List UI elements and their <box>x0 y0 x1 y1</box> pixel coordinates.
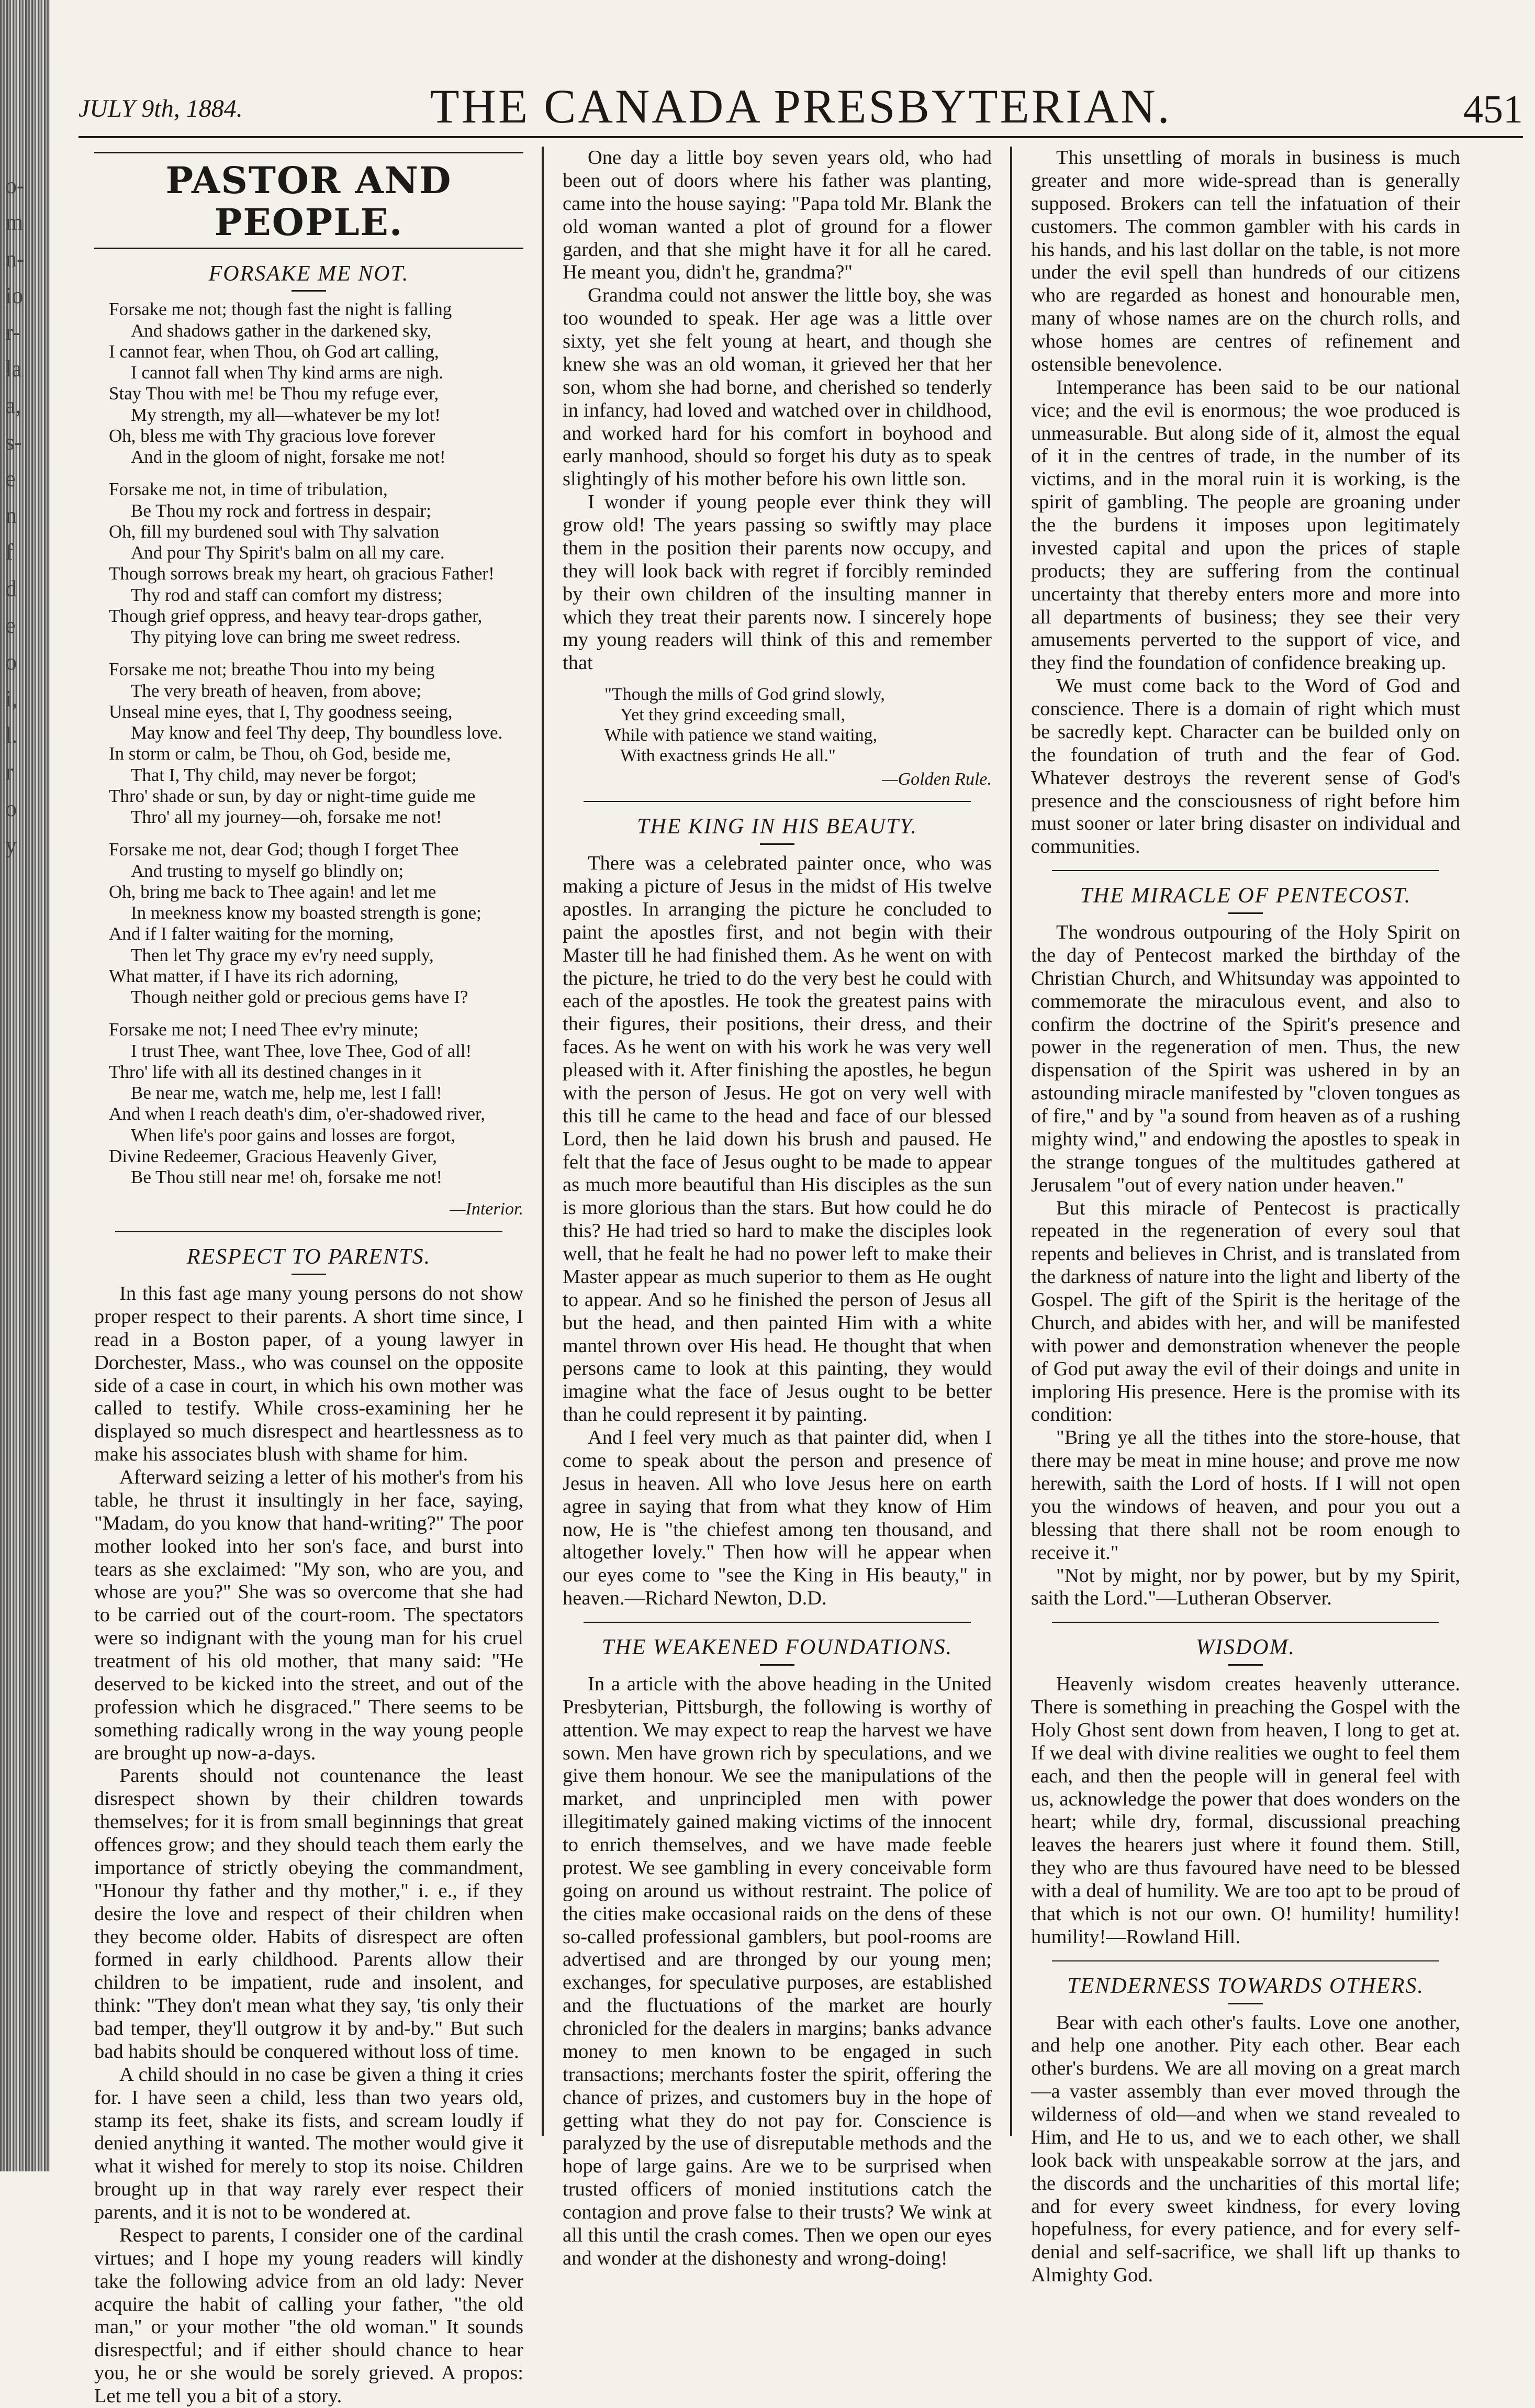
poem-line: May know and feel Thy deep, Thy boundless love. <box>131 722 503 743</box>
poem-line: Forsake me not, dear God; though I forget Thee <box>109 839 459 860</box>
margin-fragment: r <box>5 759 13 785</box>
poem-line: Then let Thy grace my ev'ry need supply, <box>131 944 434 965</box>
header-title: THE CANADA PRESBYTERIAN. <box>430 80 1172 133</box>
poem-line: And shadows gather in the darkened sky, <box>131 320 432 341</box>
poem-line: Thro' life with all its destined changes in it <box>109 1061 422 1082</box>
poem-line: In meekness know my boasted strength is gone; <box>131 902 481 923</box>
king-body <box>563 852 992 1610</box>
paragraph: There was a celebrated painter once, who was making a picture of Jesus in the midst of His twelve apostles. In arranging the picture he concluded to paint the apostles first, and not begin with their Master till he had finished them. As he went on with the picture, he tried to do the very best he could with each of the apostles. He took the greatest pains with their figures, their positions, their dress, and their faces. As he went on with his work he was very well pleased with it. After finishing the apostles, he begun with the person of Jesus. He got on very well with this till he came to the head and face of our blessed Lord, then he laid down his brush and paused. He felt that the face of Jesus ought to be made to appear as much more beautiful than His disciples as the sun is more glorious than the stars. But how could he do this? He had tried so hard to make the disciples look well, that he fealt he had no power left to make their Master appear as much superior to them as He ought to appear. And so he finished the person of Jesus all but the head, and then painted Him with a white mantel thrown over His head. He thought that when persons came to look at this painting, they would imagine what the face of Jesus ought to be better than he could represent it by painting. <box>563 852 992 1426</box>
poem-line: What matter, if I have its rich adorning, <box>109 965 399 986</box>
margin-fragment: n- <box>5 246 25 272</box>
poem-line: When life's poor gains and losses are forgot, <box>131 1124 455 1145</box>
margin-fragment: f <box>5 539 13 565</box>
paragraph: A child should in no case be given a thing it cries for. I have seen a child, less than two years old, stamp its feet, shake its fists, and scream loudly if denied anything it wanted. The mother would give it what it wished for merely to stop its noise. Children brought up in that way rarely ever respect their parents, and it is not to be wondered at. <box>94 2063 523 2224</box>
poem-line: Oh, fill my burdened soul with Thy salvation <box>109 521 440 542</box>
column-2 <box>563 147 992 2269</box>
poem-line: I cannot fear, when Thou, oh God art calling, <box>109 341 439 362</box>
paragraph: Heavenly wisdom creates heavenly utterance. There is something in preaching the Gospel with the Holy Ghost sent down from heaven, I long to get at. If we deal with divine realities we ought to feel them each, and then the people will in general feel with us, acknowledge the power that does wonders on the heart; while dry, formal, discussional preaching leaves the hearers just where it found them. Still, they who are thus favoured have need to be blessed with a deal of humility. We are too apt to be proud of that which is not our own. O! humility! humility! humility!—Rowland Hill. <box>1031 1673 1460 1948</box>
poem-stanza <box>94 299 523 467</box>
paragraph: The wondrous outpouring of the Holy Spirit on the day of Pentecost marked the birthday of the Christian Church, and Whitsunday was appointed to commemorate the miraculous event, and also to confirm the doctrine of the Spirit's presence and power in the regeneration of men. Thus, the new dispensation of the Spirit was ushered in by an astounding miracle manifested by "cloven tongues as of fire," and by "a sound from heaven as of a rushing mighty wind," and endowing the apostles to speak in the strange tongues of the multitudes gathered at Jerusalem "out of every nation under heaven." <box>1031 921 1460 1196</box>
margin-fragment: s- <box>5 429 22 455</box>
poem-line: Stay Thou with me! be Thou my refuge ever, <box>109 383 439 404</box>
poem-line: Unseal mine eyes, that I, Thy goodness seeing, <box>109 701 453 722</box>
pentecost-body <box>1031 921 1460 1610</box>
paragraph: Bear with each other's faults. Love one another, and help one another. Pity each other. Bear each other's burdens. We are all moving on a great march—a vaster assembly than ever moved through the wilderness of old—and when we stand revealed to Him, and He to us, and we to each other, we shall look back with unspeakable sorrow at the jars, and the discords and the uncharities of this mortal life; and for every sweet kindness, for every loving hopefulness, for every patience, and for every self-denial and self-sacrifice, we shall lift up thanks to Almighty God. <box>1031 2011 1460 2287</box>
poem-line: And pour Thy Spirit's balm on all my care. <box>131 542 445 563</box>
column-3 <box>1031 147 1460 2287</box>
paragraph: Respect to parents, I consider one of the cardinal virtues; and I hope my young readers will kindly take the following advice from an old lady: Never acquire the habit of calling your father, "the old man," or your mother "the old woman." It sounds disrespectful; and if either should chance to hear you, he or she would be sorely grieved. A propos: Let me tell you a bit of a story. <box>94 2224 523 2407</box>
paragraph: Intemperance has been said to be our national vice; and the evil is enormous; the woe produced is unmeasurable. But along side of it, almost the equal of it in the centres of trade, in the number of its victims, and in the moral ruin it is working, is the spirit of gambling. The people are groaning under the the burdens it imposes upon legitimately invested capital and upon the prices of staple products; they are suffering from the continual uncertainty that thereby enters more and more into all departments of business; they see their very amusements perverted to the support of vice, and they find the foundation of confidence breaking up. <box>1031 376 1460 674</box>
poem-line: I cannot fall when Thy kind arms are nigh. <box>131 362 444 383</box>
margin-fragment: e <box>5 612 16 638</box>
poem-line: Thy pitying love can bring me sweet redress. <box>131 627 461 648</box>
tenderness-body <box>1031 2012 1460 2288</box>
credit-golden-rule: —Golden Rule. <box>882 769 992 789</box>
page-header <box>79 79 1523 138</box>
section-title-tenderness: TENDERNESS TOWARDS OTHERS. <box>1031 1974 1460 2004</box>
poem-line: Forsake me not, in time of tribulation, <box>109 479 388 500</box>
poem-line: Though neither gold or precious gems have I? <box>131 987 468 1008</box>
section-divider <box>1052 1622 1439 1623</box>
section-divider <box>584 1622 971 1623</box>
poem-stanza <box>94 659 523 828</box>
poem-line: And trusting to myself go blindly on; <box>131 860 404 881</box>
margin-fragment: l. <box>5 722 18 748</box>
section-title-respect: RESPECT TO PARENTS. <box>94 1245 523 1275</box>
poem-line: In storm or calm, be Thou, oh God, beside me, <box>109 743 451 764</box>
poem-line: Forsake me not; though fast the night is falling <box>109 299 452 320</box>
poem-line: And in the gloom of night, forsake me not! <box>131 447 446 467</box>
column-rule-2 <box>1010 147 1012 2136</box>
poem-line: Be near me, watch me, help me, lest I fall! <box>131 1083 442 1103</box>
verse-quote <box>604 684 992 766</box>
paragraph: I wonder if young people ever think they will grow old! The years passing so swiftly may place them in the position their parents now occupy, and they will look back with regret if forcibly reminded by their own children of the insulting manner in which they treat their parents now. I sincerely hope my young readers will think of this and remember that <box>563 491 992 674</box>
weakened-body <box>563 1673 992 2270</box>
margin-fragment: o <box>5 649 17 675</box>
poem-line: And when I reach death's dim, o'er-shadowed river, <box>109 1103 486 1124</box>
story-body <box>563 147 992 675</box>
margin-fragment: y <box>5 832 17 858</box>
respect-body <box>94 1283 523 2408</box>
poem-line: Oh, bless me with Thy gracious love forever <box>109 425 435 446</box>
poem-line: Thro' shade or sun, by day or night-time guide me <box>109 785 476 806</box>
paragraph: This unsettling of morals in business is much greater and more wide-spread than is generally supposed. Brokers can tell the infatuation of their customers. The common gambler with his cards in his hands, and his last dollar on the table, is not more under the evil spell than hundreds of our citizens who are regarded as honest and honourable men, many of whose names are on the church rolls, and whose homes are centres of refinement and ostensible benevolence. <box>1031 147 1460 375</box>
poem-line: My strength, my all—whatever be my lot! <box>131 404 441 425</box>
margin-fragment: o <box>5 796 17 821</box>
poem-line: The very breath of heaven, from above; <box>131 680 421 701</box>
section-title-pentecost: THE MIRACLE OF PENTECOST. <box>1031 884 1460 914</box>
poem-line: Thro' all my journey—oh, forsake me not! <box>131 807 442 828</box>
column-rule-1 <box>542 147 544 2136</box>
column-1 <box>94 147 523 2407</box>
paragraph: Parents should not countenance the least disrespect shown by their children towards themselves; for it is from small beginnings that great offences grow; and they should teach them early the importance of strictly obeying the commandment, "Honour thy father and thy mother," i. e., if they desire the love and respect of their children when they become older. Habits of disrespect are often formed in early childhood. Parents allow their children to be impatient, rude and insolent, and think: "They don't mean what they say, 'tis only their bad temper, they'll outgrow it by and-by." But such bad habits should be conquered without loss of time. <box>94 1765 523 2063</box>
section-divider <box>1052 1960 1439 1961</box>
quote-line: With exactness grinds He all." <box>620 746 836 766</box>
margin-fragment: n <box>5 503 17 528</box>
quote-line: Yet they grind exceeding small, <box>620 705 845 725</box>
margin-fragment: o- <box>5 173 25 198</box>
poem-forsake-me-not <box>94 299 523 1188</box>
section-divider <box>584 801 971 802</box>
poem-stanza <box>94 1019 523 1188</box>
poem-line: That I, Thy child, may never be forgot; <box>131 764 417 785</box>
poem-line: Divine Redeemer, Gracious Heavenly Giver, <box>109 1145 437 1166</box>
section-divider <box>115 1231 502 1232</box>
margin-fragment: la <box>5 356 22 382</box>
gambling-body <box>1031 147 1460 859</box>
paragraph: And I feel very much as that painter did, when I come to speak about the person and presence of Jesus in heaven. All who love Jesus here on earth agree in saying that from what they know of Him now, He is "the chiefest among ten thousand, and altogether lovely." Then how will he appear when our eyes come to "see the King in His beauty," in heaven.—Richard Newton, D.D. <box>563 1426 992 1610</box>
section-title-weakened: THE WEAKENED FOUNDATIONS. <box>563 1635 992 1666</box>
poem-stanza <box>94 839 523 1008</box>
poem-line: Though grief oppress, and heavy tear-drops gather, <box>109 605 483 626</box>
poem-line: Forsake me not; breathe Thou into my being <box>109 659 435 680</box>
header-page-number: 451 <box>1463 87 1523 131</box>
margin-fragment: r- <box>5 319 20 345</box>
poem-stanza <box>94 479 523 648</box>
paragraph: One day a little boy seven years old, who had been out of doors where his father was planting, came into the house saying: "Papa told Mr. Blank the old woman wanted a plot of ground for a flower garden, and that she might have it for all he cared. He meant you, didn't he, grandma?" <box>563 147 992 284</box>
quote-line: "Though the mills of God grind slowly, <box>604 685 885 705</box>
margin-fragment: e <box>5 466 16 492</box>
poem-line: Be Thou my rock and fortress in despair; <box>131 500 431 521</box>
paragraph: But this miracle of Pentecost is practically repeated in the regeneration of every soul that repents and believes in Christ, and is translated from the darkness of nature into the light and liberty of the Gospel. The gift of the Spirit is the heritage of the Church, and abides with her, and will be manifested with power and demonstration whenever the people of God put away the evil of their doings and unite in imploring His presence. Here is the promise with its condition: <box>1031 1197 1460 1426</box>
section-divider <box>1052 870 1439 871</box>
wisdom-body <box>1031 1673 1460 1949</box>
margin-fragments <box>5 168 37 864</box>
credit-interior: —Interior. <box>450 1199 523 1219</box>
poem-line: Forsake me not; I need Thee ev'ry minute; <box>109 1019 419 1040</box>
department-heading: PASTOR AND PEOPLE. <box>94 152 523 249</box>
paragraph: In a article with the above heading in the United Presbyterian, Pittsburgh, the following is worthy of attention. We may expect to reap the harvest we have sown. Men have grown rich by speculations, and we give them honour. We see the manipulations of the market, and unprincipled men with power illegitimately gained making victims of the innocent to enrich themselves, and we have made feeble protest. We see gambling in every conceivable form going on around us without restraint. The police of the cities make occasional raids on the dens of these so-called professional gamblers, but pool-rooms are advertised and are thronged by our young men; exchanges, for speculative purposes, are established and the fluctuations of the market are hourly chronicled for the dealers in margins; banks advance money to men known to be engaged in such transactions; merchants foster the spirit, offering the chance of prizes, and customers buy in the hope of getting what they do not pay for. Conscience is paralyzed by the use of disreputable methods and the hope of large gains. Are we to be surprised when trusted officers of monied institutions catch the contagion and prove false to their trusts? We wink at all this until the crash comes. Then we open our eyes and wonder at the dishonesty and wrong-doing! <box>563 1673 992 2269</box>
paragraph: We must come back to the Word of God and conscience. There is a domain of right which must be sacredly kept. Character can be builded only on the foundation of truth and the fear of God. Whatever destroys the reverent sense of God's presence and the consciousness of right before him must sooner or later bring disaster on individual and communities. <box>1031 675 1460 858</box>
paragraph: Afterward seizing a letter of his mother's from his table, he thrust it insultingly in her face, saying, "Madam, do you know that hand-writing?" The poor mother looked into her son's face, and burst into tears as she exclaimed: "My son, who are you, and whose are you?" She was so overcome that she had to be carried out of the court-room. The spectators were so indignant with the young man for his cruel treatment of his old mother, that many said: "He deserved to be kicked into the street, and out of the profession which he disgraced." There seems to be something radically wrong in the way young people are brought up now-a-days. <box>94 1466 523 1764</box>
quote-line: While with patience we stand waiting, <box>604 726 878 745</box>
margin-fragment: io <box>5 283 24 308</box>
section-title-forsake: FORSAKE ME NOT. <box>94 262 523 292</box>
poem-line: Thy rod and staff can comfort my distress; <box>131 584 443 605</box>
poem-line: Be Thou still near me! oh, forsake me not! <box>131 1167 443 1188</box>
poem-line: Oh, bring me back to Thee again! and let me <box>109 881 436 902</box>
paragraph: "Bring ye all the tithes into the store-house, that there may be meat in mine house; and prove me now herewith, saith the Lord of hosts. If I will not open you the windows of heaven, and pour you out a blessing that there shall not be room enough to receive it." <box>1031 1426 1460 1564</box>
paragraph: In this fast age many young persons do not show proper respect to their parents. A short time since, I read in a Boston paper, of a young lawyer in Dorchester, Mass., who was counsel on the opposite side of a case in court, in which his own mother was called to testify. While cross-examining her he displayed so much disrespect and heartlessness as to make his associates blush with shame for him. <box>94 1283 523 1466</box>
margin-fragment: m <box>5 209 24 235</box>
paragraph: Grandma could not answer the little boy, she was too wounded to speak. Her age was a little over sixty, yet she felt young at heart, and though she knew she was an old woman, it grieved her that her son, whom she had borne, and cherished so tenderly in infancy, had loved and watched over in childhood, and worked hard for his comfort in boyhood and early manhood, should so forget his duty as to speak slightingly of his mother before his own little son. <box>563 284 992 490</box>
paragraph: "Not by might, nor by power, but by my Spirit, saith the Lord."—Lutheran Observer. <box>1031 1564 1460 1610</box>
margin-fragment: i, <box>5 686 18 711</box>
section-title-king: THE KING IN HIS BEAUTY. <box>563 815 992 845</box>
section-title-wisdom: WISDOM. <box>1031 1635 1460 1666</box>
poem-line: I trust Thee, want Thee, love Thee, God of all! <box>131 1040 472 1061</box>
margin-fragment: d <box>5 576 17 601</box>
margin-fragment: a, <box>5 393 21 418</box>
header-date: JULY 9th, 1884. <box>79 95 243 122</box>
poem-line: And if I falter waiting for the morning, <box>109 923 394 944</box>
poem-line: Though sorrows break my heart, oh gracious Father! <box>109 563 495 584</box>
